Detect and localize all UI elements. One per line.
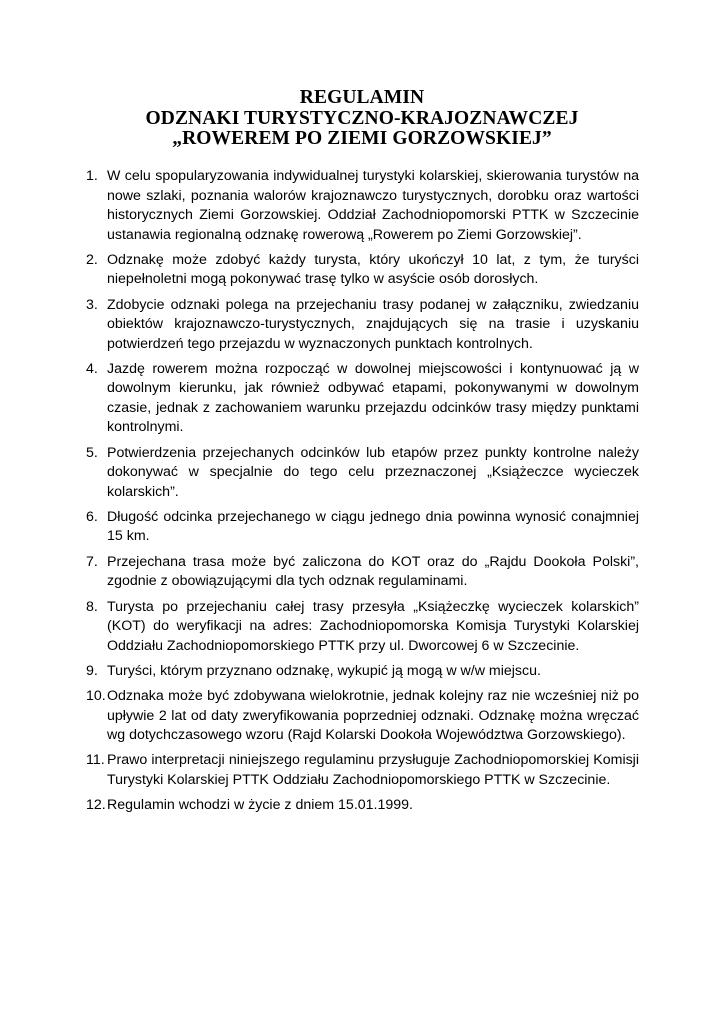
title-line-1: REGULAMIN xyxy=(299,87,425,108)
rule-item-5 xyxy=(86,444,639,503)
rule-text: Prawo interpretacji niniejszego regulaminu przysługuje Zachodniopomorskiej Komisji Turystyki Kolarskiej PTTK Oddziału Zachodniopomorskiego PTTK w Szczecinie. xyxy=(107,752,639,788)
rule-text: Odznaka może być zdobywana wielokrotnie, jednak kolejny raz nie wcześniej niż po upływie 2 lat od daty zweryfikowania poprzedniej odznaki. Odznakę można wręczać wg dotychczasowego wzoru (Rajd Kolarski Dookoła Województwa Gorzowskiego). xyxy=(107,688,639,744)
rule-number: 4. xyxy=(86,360,98,377)
rule-number: 3. xyxy=(86,296,98,313)
rule-item-1 xyxy=(86,167,639,245)
title-line-3: „ROWEREM PO ZIEMI GORZOWSKIEJ” xyxy=(172,128,552,149)
rule-text: Turyści, którym przyznano odznakę, wykupić ją mogą w w/w miejscu. xyxy=(107,662,541,679)
rule-number: 7. xyxy=(86,553,98,570)
rule-text: Potwierdzenia przejechanych odcinków lub etapów przez punkty kontrolne należy dokonywać w specjalnie do tego celu przeznaczonej „Książeczce wycieczek kolarskich”. xyxy=(107,444,639,500)
rule-item-8 xyxy=(86,598,639,657)
rule-text: Turysta po przejechaniu całej trasy przesyła „Książeczkę wycieczek kolarskich” (KOT) do weryfikacji na adres: Zachodniopomorska Komisja Turystyki Kolarskiej Oddziału Zachodniopomorskiego PTTK przy ul. Dworcowej 6 w Szczecinie. xyxy=(107,598,639,654)
title-line-2: ODZNAKI TURYSTYCZNO-KRAJOZNAWCZEJ xyxy=(145,107,579,129)
rule-item-11 xyxy=(86,751,639,790)
rule-number: 2. xyxy=(86,251,98,268)
rule-text: W celu spopularyzowania indywidualnej turystyki kolarskiej, skierowania turystów na nowe szlaki, poznania walorów krajoznawczo turystycznych, dorobku oraz wartości historycznych Ziemi Gorzowskiej. Oddział Zachodniopomorski PTTK w Szczecinie ustanawia regionalną odznakę rowerową „Rowerem po Ziemi Gorzowskiej”. xyxy=(107,168,639,243)
rule-item-10 xyxy=(86,687,639,746)
rule-number: 6. xyxy=(86,508,98,525)
rule-text: Odznakę może zdobyć każdy turysta, który ukończył 10 lat, z tym, że turyści niepełnoletni mogą pokonywać trasę tylko w asyście osób dorosłych. xyxy=(107,251,639,288)
rules-list xyxy=(86,167,639,822)
rule-number: 11. xyxy=(86,752,105,769)
rule-number: 1. xyxy=(86,168,98,184)
rule-text: Jazdę rowerem można rozpocząć w dowolnej miejscowości i kontynuować ją w dowolnym kierunku, jak również odbywać etapami, pokonywanymi w dowolnym czasie, jednak z zachowaniem warunku przejazdu odcinków trasy między punktami kontrolnymi. xyxy=(107,360,639,436)
rule-text: Przejechana trasa może być zaliczona do KOT oraz do „Rajdu Dookoła Polski”, zgodnie z obowiązującymi dla tych odznak regulaminami. xyxy=(107,553,639,590)
document-title xyxy=(0,88,724,150)
rule-number: 9. xyxy=(86,662,98,679)
rule-text: Długość odcinka przejechanego w ciągu jednego dnia powinna wynosić conajmniej 15 km. xyxy=(107,508,639,545)
rule-number: 10. xyxy=(86,688,106,705)
rule-item-4 xyxy=(86,360,639,438)
rule-item-12 xyxy=(86,796,639,816)
rule-text: Zdobycie odznaki polega na przejechaniu trasy podanej w załączniku, zwiedzaniu obiektów krajoznawczo-turystycznych, znajdujących się na trasie i uzyskaniu potwierdzeń tego przejazdu w wyznaczonych punktach kontrolnych. xyxy=(107,296,639,352)
rule-item-3 xyxy=(86,296,639,355)
rule-item-6 xyxy=(86,508,639,547)
rule-number: 5. xyxy=(86,444,98,461)
rule-text: Regulamin wchodzi w życie z dniem 15.01.1999. xyxy=(107,797,413,814)
rule-number: 8. xyxy=(86,598,98,615)
rule-item-7 xyxy=(86,553,639,592)
rule-number: 12. xyxy=(86,797,106,814)
rule-item-2 xyxy=(86,251,639,290)
rule-item-9 xyxy=(86,662,639,682)
